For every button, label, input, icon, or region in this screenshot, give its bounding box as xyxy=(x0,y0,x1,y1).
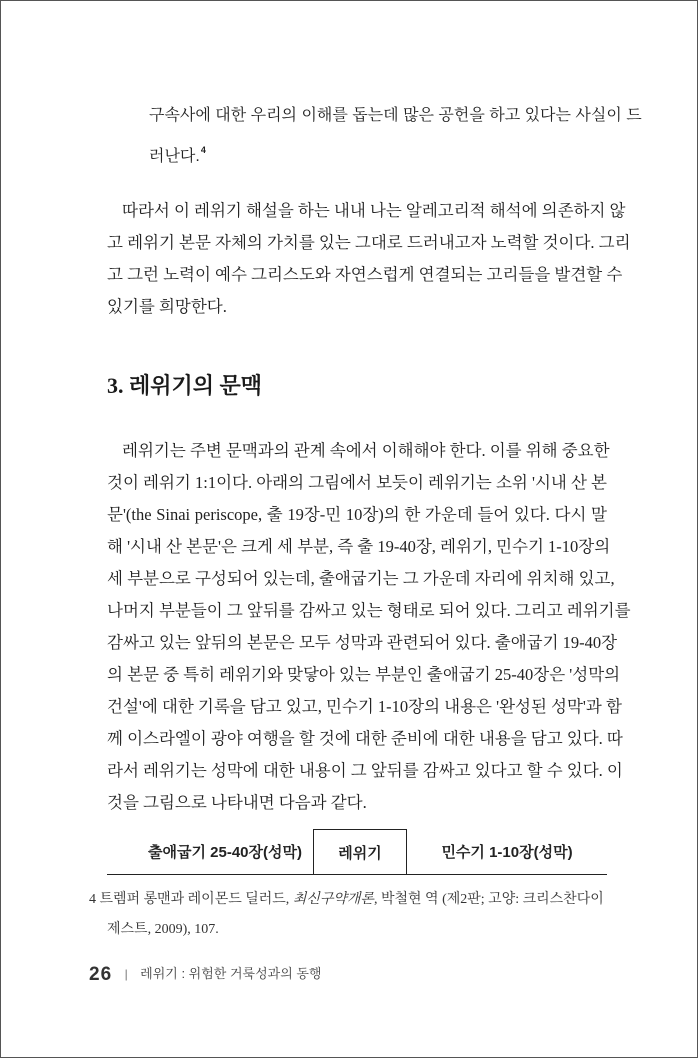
paragraph-line: 나머지 부분들이 그 앞뒤를 감싸고 있는 형태로 되어 있다. 그리고 레위기를 xyxy=(107,601,631,620)
paragraph-2 xyxy=(107,435,631,819)
footnote-line: 제스트, 2009), 107. xyxy=(107,922,219,937)
footnote-text: , 박철현 역 (제2판; 고양: 크리스찬다이 xyxy=(373,892,604,907)
footnote-book-title: 최신구약개론 xyxy=(292,892,374,907)
diagram-numbers-cell: 민수기 1-10장(성막) xyxy=(441,844,573,861)
quote-line: 구속사에 대한 우리의 이해를 돕는데 많은 공헌을 하고 있다는 사실이 드 xyxy=(149,107,642,124)
paragraph-1 xyxy=(107,195,631,323)
footnote-line xyxy=(89,885,609,915)
paragraph-line: 것이 레위기 1:1이다. 아래의 그림에서 보듯이 레위기는 소위 '시내 산 본 xyxy=(107,473,607,492)
section-heading: 3. 레위기의 문맥 xyxy=(107,373,263,398)
sinai-text-diagram xyxy=(107,829,607,875)
paragraph-line: 해 '시내 산 본문'은 크게 세 부분, 즉 출 19-40장, 레위기, 민수기 1-10장의 xyxy=(107,537,611,556)
paragraph-line: 께 이스라엘이 광야 여행을 할 것에 대한 준비에 대한 내용을 담고 있다. 따 xyxy=(107,729,623,748)
footnote xyxy=(89,885,609,945)
page-footer xyxy=(89,963,322,986)
paragraph-line: 건설'에 대한 기록을 담고 있고, 민수기 1-10장의 내용은 '완성된 성막'과 함 xyxy=(107,697,622,716)
paragraph-line: 고 그런 노력이 예수 그리스도와 자연스럽게 연결되는 고리들을 발견할 수 xyxy=(107,265,623,284)
block-quote xyxy=(149,99,642,174)
paragraph-line: 따라서 이 레위기 해설을 하는 내내 나는 알레고리적 해석에 의존하지 않 xyxy=(122,201,626,220)
footer-separator: | xyxy=(124,967,128,981)
paragraph-line: 라서 레위기는 성막에 대한 내용이 그 앞뒤를 감싸고 있다고 할 수 있다. 이 xyxy=(107,761,623,780)
paragraph-line: 있기를 희망한다. xyxy=(107,297,227,316)
paragraph-line: 고 레위기 본문 자체의 가치를 있는 그대로 드러내고자 노력할 것이다. 그리 xyxy=(107,233,631,252)
page-number: 26 xyxy=(89,964,113,985)
paragraph-line: 감싸고 있는 앞뒤의 본문은 모두 성막과 관련되어 있다. 출애굽기 19-40장 xyxy=(107,633,618,652)
paragraph-line: 세 부분으로 구성되어 있는데, 출애굽기는 그 가운데 자리에 위치해 있고, xyxy=(107,569,615,588)
footnote-number: 4 xyxy=(89,892,96,907)
paragraph-line: 의 본문 중 특히 레위기와 맞닿아 있는 부분인 출애굽기 25-40장은 '성막의 xyxy=(107,665,621,684)
paragraph-line: 것을 그림으로 나타내면 다음과 같다. xyxy=(107,793,367,812)
paragraph-line: 레위기는 주변 문맥과의 관계 속에서 이해해야 한다. 이를 위해 중요한 xyxy=(122,441,610,460)
quote-line-text: 러난다. xyxy=(149,148,200,165)
footnote-reference[interactable]: 4 xyxy=(200,145,206,155)
diagram-leviticus-box: 레위기 xyxy=(313,829,407,875)
paragraph-line: 문'(the Sinai periscope, 출 19장-민 10장)의 한 가운데 들어 있다. 다시 말 xyxy=(107,505,607,524)
running-title: 레위기 : 위험한 거룩성과의 동행 xyxy=(140,966,322,981)
quote-line xyxy=(149,133,619,174)
diagram-exodus-cell: 출애굽기 25-40장(성막) xyxy=(148,844,302,861)
footnote-text: 트렘퍼 롱맨과 레이몬드 딜러드, xyxy=(99,892,290,907)
